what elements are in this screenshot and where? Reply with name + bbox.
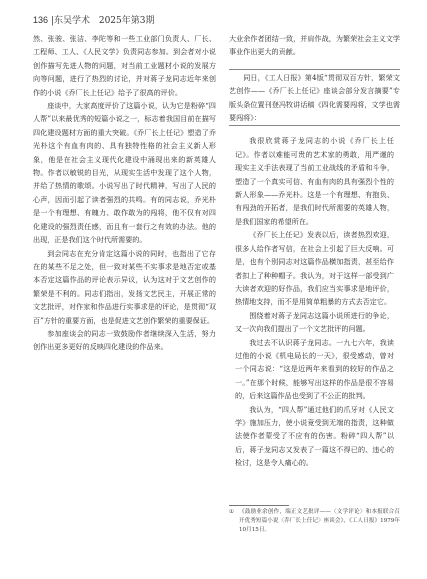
body-paragraph: 然、张骏、张洁、李陀等和一些工业部门负责人、厂长、工程师、工人、《人民文学》负责同志参加。到会者对小说创作描写先进人物的问题，对当前工业题材小说的发展方向等问题，进行了热烈的讨论，并对蒋子龙同志近年来创作的小说《乔厂长上任记》给予了很高的评价。 (33, 34, 216, 97)
footnote-divider (229, 505, 289, 506)
left-column (33, 32, 216, 354)
page-header (33, 14, 154, 27)
quoted-speech (229, 134, 400, 469)
journal-issue: 2025年第3期 (98, 16, 155, 26)
quote-paragraph: 我认为，“四人帮”通过他们的爪牙对《人民文学》施加压力，使小说竟受到无端的指责，这种做法使作者蒙受了不应有的伤害。粉碎“四人帮”以后，蒋子龙同志又发表了一篇这不得已的、违心的检讨，这是令人痛心的。 (235, 404, 394, 468)
body-paragraph: 参加座谈会的同志一致鼓励作者继续深入生活，努力创作出更多更好的反映四化建设的作品来。 (33, 328, 216, 352)
quote-paragraph: 《乔厂长上任记》发表以后，读者热烈欢迎，很多人给作者写信，在社会上引起了巨大反响。可是，也有个别同志对这篇作品横加指责，甚至给作者扣上了种种帽子。我认为，对于这样一部受到广大读者欢迎的好作品，我们应当实事求是地评价，热情地支持，而不是用简单粗暴的方式去否定它。 (235, 230, 394, 307)
body-paragraph: 大业余作者团结一致，并肩作战，为繁荣社会主义文学事业作出更大的贡献。 (229, 34, 400, 57)
page-number: 136 (33, 15, 49, 25)
footnote-mark: ① (229, 509, 235, 515)
header-separator: | (50, 16, 54, 26)
journal-name: 东吴学术 (53, 16, 90, 26)
section-intro-box (229, 69, 400, 127)
quote-paragraph: 我过去不认识蒋子龙同志。一九七六年，我读过他的小说《机电局长的一天》，很受感动，曾对一个同志说：“这是近两年来看到的较好的作品之一。”在那个时候，能够写出这样的作品是很不容易的，后来这篇作品也受到了不公正的批判。 (235, 337, 394, 401)
right-column (229, 32, 400, 470)
footnote-text: 《鼓励业余创作，端正文艺批评——〈文学评论〉和本报联合召开优秀短篇小说〈乔厂长上任记〉座谈会》，《工人日报》1979年10月15日。 (239, 509, 400, 533)
quote-paragraph: 我很欣赏蒋子龙同志的小说《乔厂长上任记》。作者以难能可贵的艺术家的勇敢，用严谨的现实主义手法表现了当前工业战线的矛盾和斗争，塑造了一个真实可信、有血有肉的具有强烈个性的新人形象——乔光朴。这是一个有理想、有抱负、有闯劲的开拓者，是我们时代所需要的英雄人物，是我们国家的希望所在。 (235, 136, 394, 226)
body-paragraph: 座谈中，大家高度评价了这篇小说，认为它是粉碎“四人帮”以来最优秀的短篇小说之一，标志着我国目前在描写四化建设题材方面的重大突破。《乔厂长上任记》塑造了乔光朴这个有血有肉的、具有独特性格的社会主义新人形象，他是在社会主义现代化建设中涌现出来的新英雄人物。作者以敏锐的目光，从现实生活中发现了这个人物，并给了热情的歌颂。小说写出了时代精神，写出了人民的心声，因而引起了读者强烈的共鸣。有的同志说，乔光朴是一个有理想、有魄力、敢作敢为的闯将，他不仅有对四化建设的强烈责任感，而且有一套行之有效的办法。他的出现，正是我们这个时代所需要的。 (33, 101, 216, 245)
quote-paragraph: 围绕着对蒋子龙同志这篇小说所进行的争论，又一次向我们提出了一个文艺批评的问题。 (235, 310, 394, 334)
body-paragraph: 到会同志在充分肯定这篇小说的同时，也指出了它存在的某些不足之处，但一致对某些不实事求是地否定或基本否定这篇作品的评论表示异议，认为这对于文艺创作的繁荣是不利的。同志们指出，发扬文艺民主，开展正常的文艺批评，对作家和作品进行实事求是的评论，是贯彻“双百”方针的重要方面，也是促进文艺创作繁荣的重要保证。 (33, 248, 216, 325)
section-intro: 同日，《工人日报》第4版“贯彻双百方针，繁荣文艺创作——《乔厂长上任记》座谈会部分发言摘要”专版头条位置刊登冯牧讲话稿《四化需要闯将，文学也需要闯将》： (229, 72, 400, 123)
footnote (229, 508, 400, 535)
